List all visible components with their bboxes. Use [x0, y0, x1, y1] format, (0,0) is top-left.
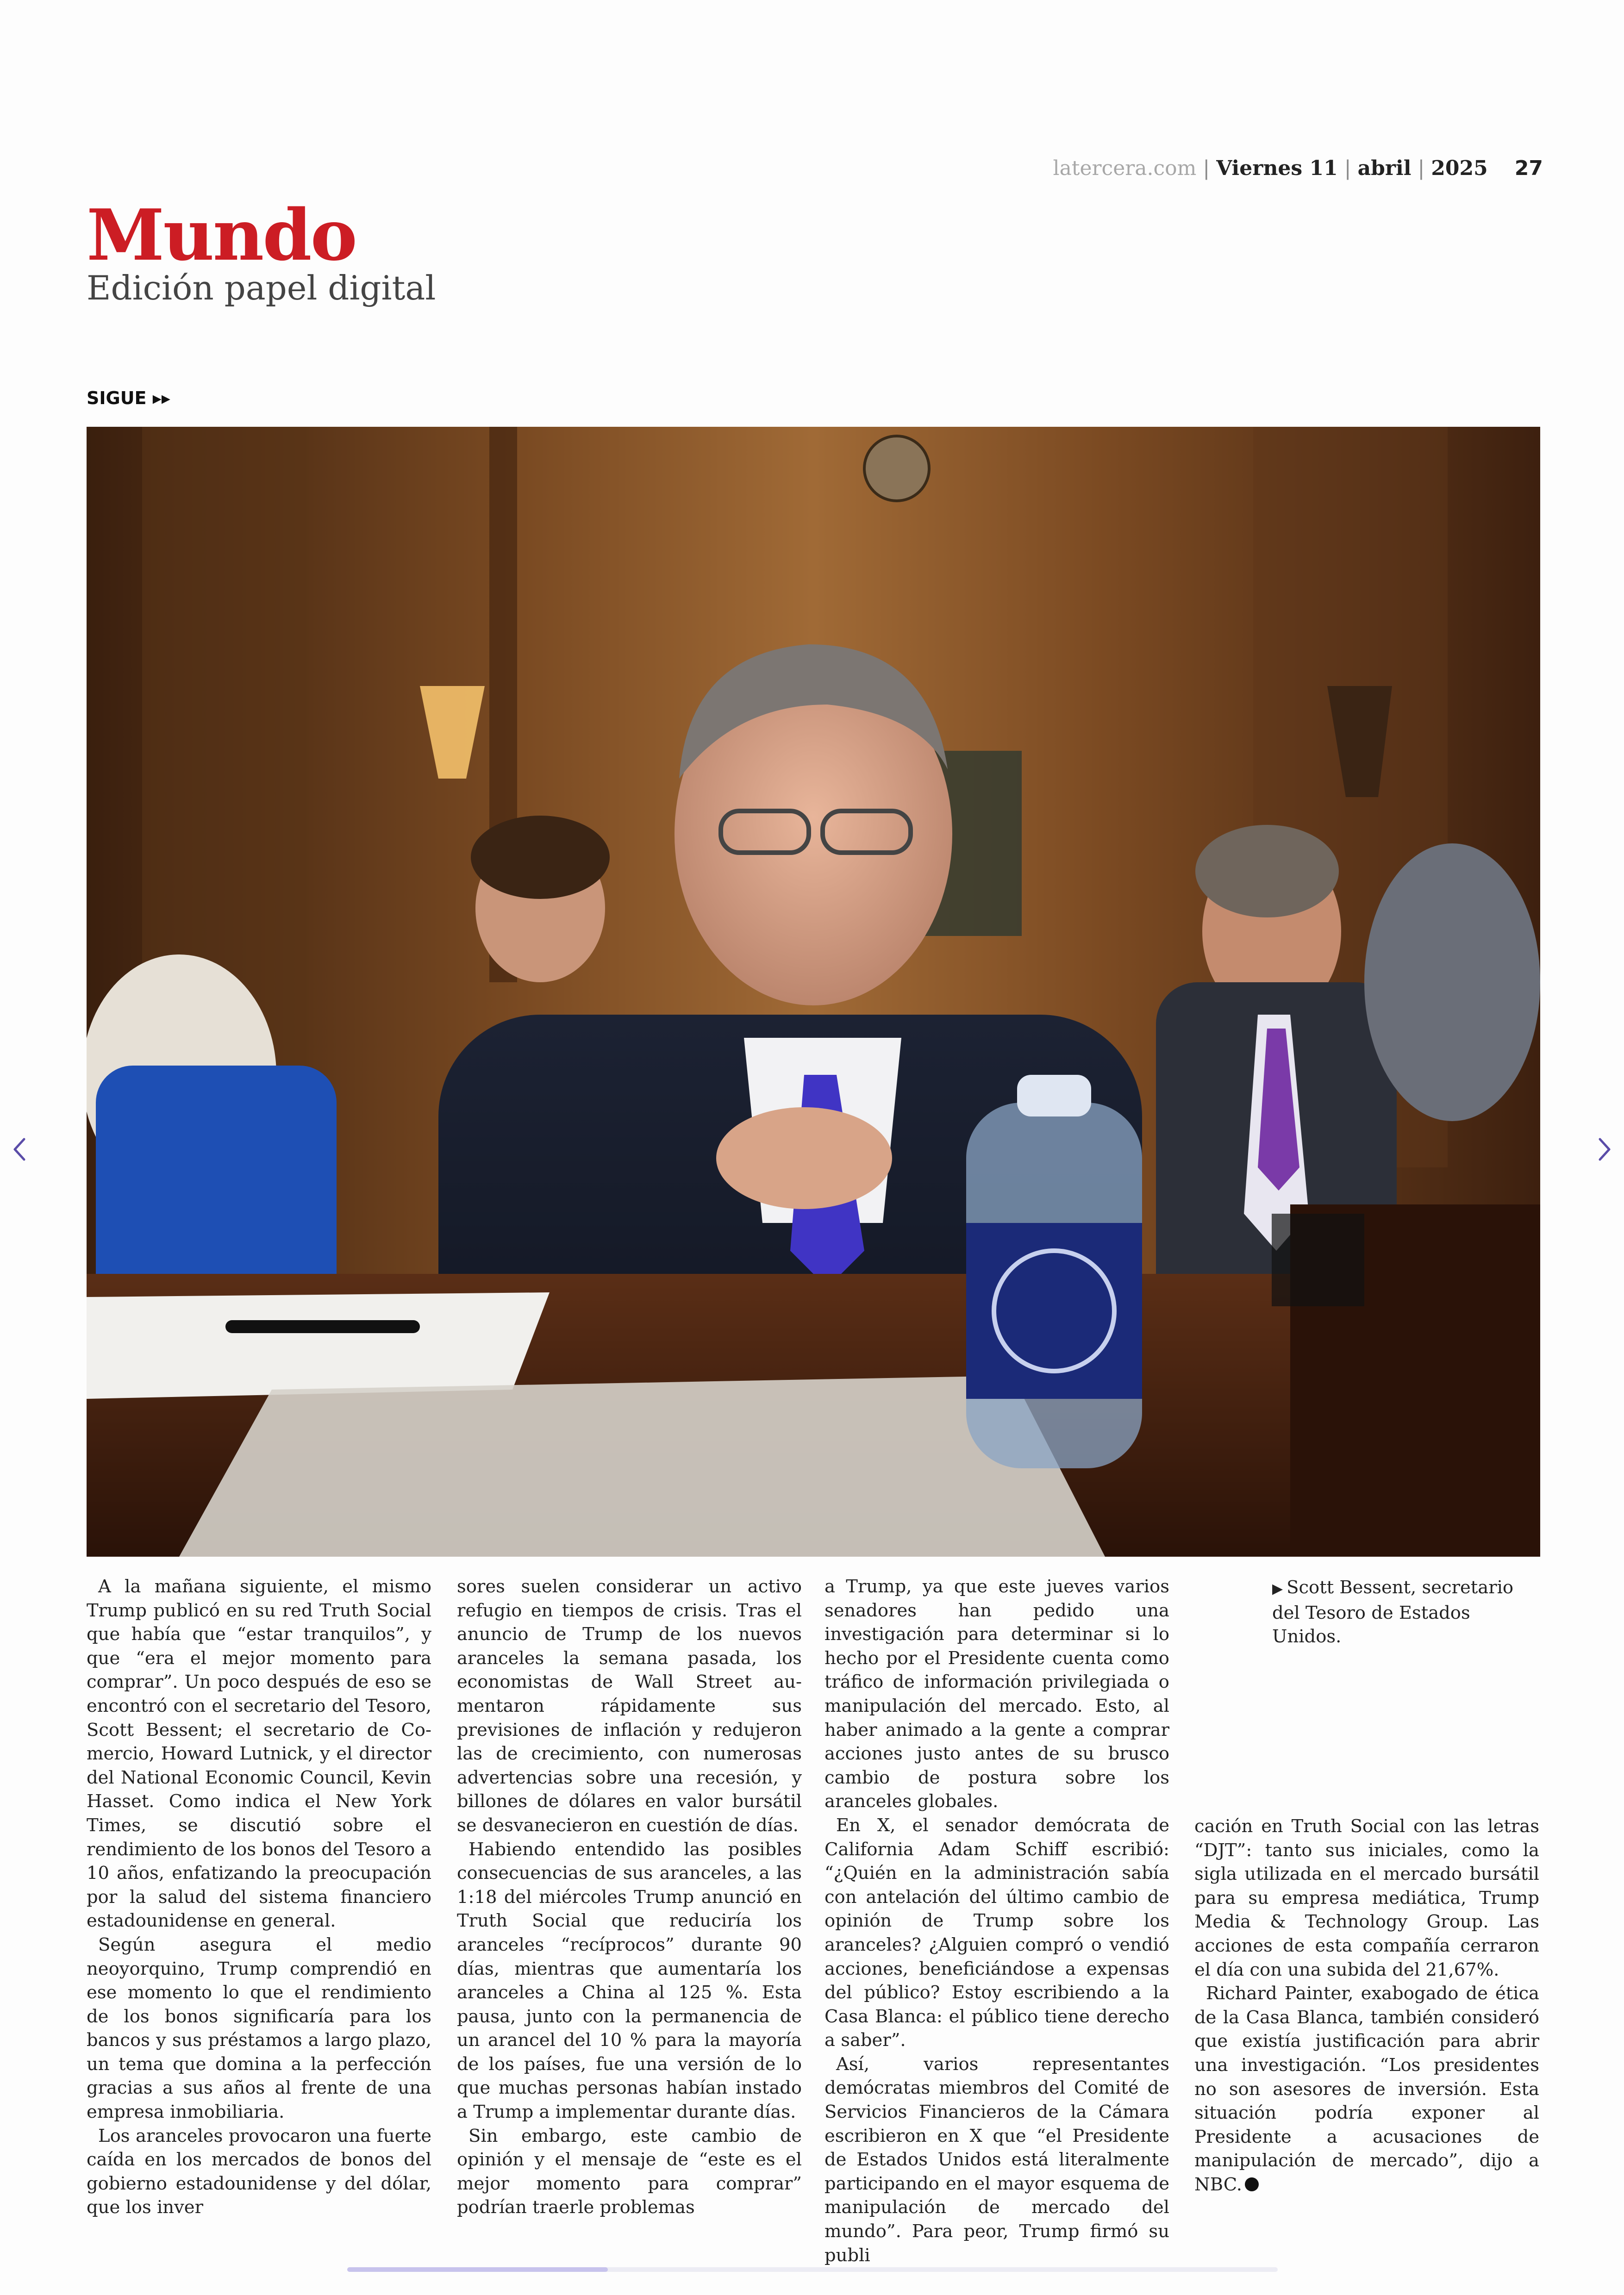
header-year: 2025 [1431, 156, 1488, 180]
site-name: latercera.com [1053, 156, 1197, 180]
reading-progress-bar[interactable] [347, 2267, 1278, 2272]
next-page-arrow[interactable] [1591, 1133, 1618, 1166]
article-column-3 [824, 1575, 1169, 2267]
header-month: abril [1357, 156, 1412, 180]
article-photo [87, 427, 1540, 1557]
photo-caption [1272, 1576, 1531, 1649]
paragraph: a Trump, ya que este jueves varios senadores han pedido una investigación para determinar si lo hecho por el Presidente cuenta como tráfico de información privilegiada o manipulación del mercado. Esto, al haber animado a la gente a comprar acciones justo antes de su brusco cambio de postura sobre los aranceles globales. [824, 1576, 1169, 1812]
article-column-2 [457, 1575, 802, 2220]
sigue-label[interactable]: SIGUE ▸▸ [87, 388, 170, 408]
paragraph: cación en Truth Social con las letras “DJT”: tanto sus iniciales, como la sigla utilizada en el mercado bursátil para su empresa mediática, Trump Media & Technology Group. Las acciones de esta compañía cerraron el día con una subida del 21,67%. [1194, 1816, 1539, 1980]
reading-progress-fill [347, 2267, 608, 2272]
header-divider: | [1344, 156, 1351, 180]
photo-caption-text: Scott Bessent, secretario del Tesoro de Estados Unidos. [1272, 1577, 1514, 1647]
article-column-4 [1194, 1815, 1539, 2197]
chevron-left-icon [10, 1135, 29, 1163]
caption-triangle-icon: ▶ [1272, 1581, 1283, 1597]
paragraph: En X, el senador demócrata de California Adam Schiff escribió: “¿Quién en la administración sabía con antelación del último cambio de opinión de Trump sobre los aranceles? ¿Alguien compró o vendió acciones, beneficiándose a expensas del público? Estoy escribiendo a la Casa Blanca: el público tiene derecho a saber”. [824, 1815, 1169, 2051]
previous-page-arrow[interactable] [6, 1133, 33, 1166]
page-header-info [1053, 156, 1543, 180]
end-of-article-dot-icon [1245, 2177, 1259, 2191]
photo-illustration [87, 427, 1540, 1557]
section-subtitle: Edición papel digital [87, 268, 436, 307]
section-title: Mundo [87, 193, 356, 276]
chevron-right-icon [1595, 1135, 1614, 1163]
article-column-1 [87, 1575, 431, 2220]
header-divider: | [1418, 156, 1425, 180]
paragraph: Habiendo entendido las posibles consecuencias de sus aranceles, a las 1:18 del miércoles Trump anunció en Truth Social que reduciría los aranceles “recíprocos” durante 90 días, mientras que aumentaría los aranceles a China al 125 %. Esta pausa, junto con la permanencia de un arancel del 10 % para la mayoría de los países, fue una versión de lo que muchas personas habían instado a Trump a implementar durante días. [457, 1839, 802, 2123]
paragraph [1194, 1982, 1539, 2196]
paragraph: Los aranceles provocaron una fuerte caída en los mercados de bonos del gobierno estadounidense y del dólar, que los inver [87, 2125, 431, 2218]
paragraph: Así, varios representantes demócratas miembros del Comité de Servicios Financieros de la Cámara escribieron en X que “el Presidente de Estados Unidos está literalmente participando en el mayor esquema de manipulación de mercado del mundo”. Para peor, Trump firmó su publi [824, 2053, 1169, 2266]
paragraph: A la mañana siguiente, el mismo Trump publicó en su red Truth Social que había que “estar tranquilos”, y que “era el mejor momento para comprar”. Un poco después de eso se encontró con el secretario del Tesoro, Scott Bessent; el secretario de Comercio, Howard Lutnick, y el director del National Economic Council, Kevin Hasset. Como indica el New York Times, se discutió sobre el rendimiento de los bonos del Tesoro a 10 años, enfatizando la preocupación por la salud del sistema financiero estadounidense en general. [87, 1576, 431, 1932]
header-divider: | [1203, 156, 1210, 180]
paragraph-text: Richard Painter, exabogado de ética de la Casa Blanca, también consideró que existía justificación para abrir una investigación. “Los presidentes no son asesores de inversión. Esta situación podría exponer al Presidente a acusaciones de manipulación de mercado”, dijo a NBC. [1194, 1983, 1539, 2195]
paragraph: sores suelen considerar un activo refugio en tiempos de crisis. Tras el anuncio de Trump de los nuevos aranceles la semana pasada, los economistas de Wall Street aumentaron rápidamente sus previsiones de inflación y redujeron las de crecimiento, con numerosas advertencias sobre una recesión, y billones de dólares en valor bursátil se desvanecieron en cuestión de días. [457, 1576, 802, 1836]
page-number: 27 [1514, 156, 1543, 180]
paragraph: Sin embargo, este cambio de opinión y el mensaje de “este es el mejor momento para comprar” podrían traerle problemas [457, 2125, 802, 2218]
header-day: Viernes 11 [1216, 156, 1338, 180]
paragraph: Según asegura el medio neoyorquino, Trump comprendió en ese momento lo que el rendimiento de los bonos significaría para los bancos y sus préstamos a largo plazo, un tema que domina a la perfección gracias a sus años al frente de una empresa inmobiliaria. [87, 1934, 431, 2123]
